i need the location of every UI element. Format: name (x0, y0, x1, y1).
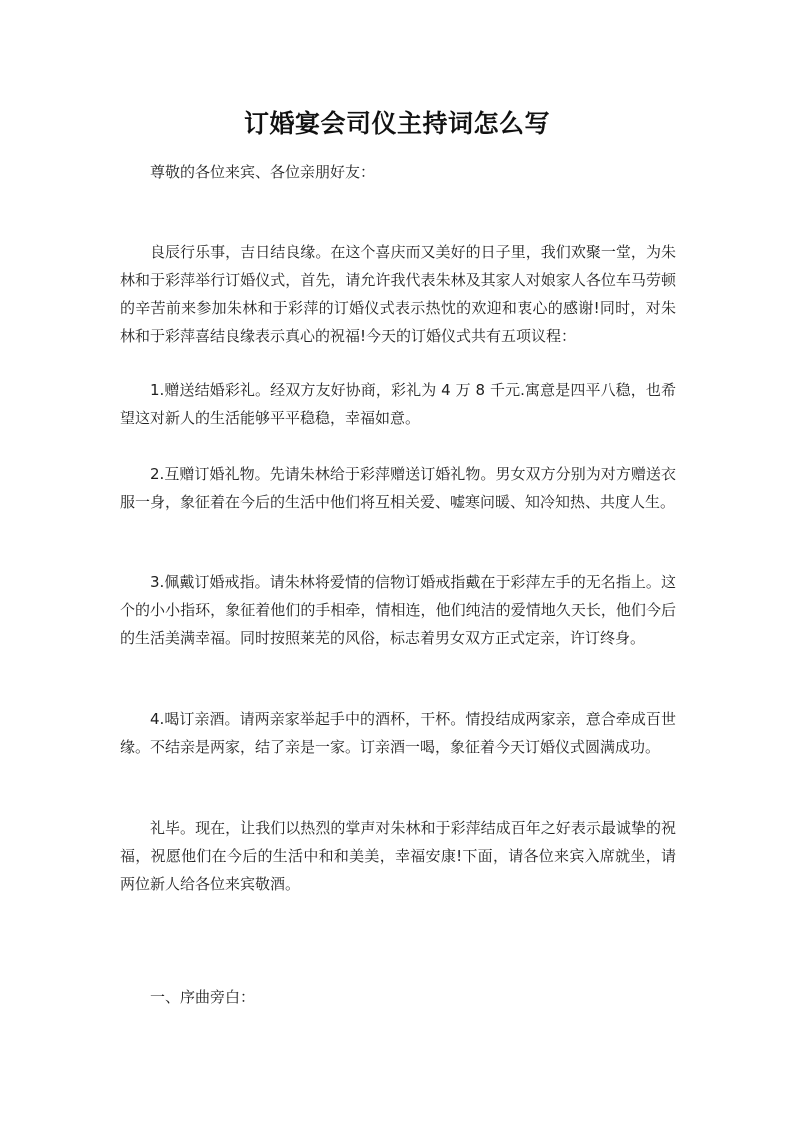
section-heading-overture: 一、序曲旁白： (150, 988, 256, 1006)
closing-paragraph: 礼毕。现在，让我们以热烈的掌声对朱林和于彩萍结成百年之好表示最诚挚的祝福，祝愿他们在今后的生活中和和美美，幸福安康!下面，请各位来宾入席就坐，请两位新人给各位来宾敬酒。 (120, 819, 676, 893)
agenda-item-1-paragraph: 1.赠送结婚彩礼。经双方友好协商，彩礼为 4 万 8 千元.寓意是四平八稳，也希望这对新人的生活能够平平稳稳，幸福如意。 (120, 381, 676, 427)
agenda-item-3-paragraph: 3.佩戴订婚戒指。请朱林将爱情的信物订婚戒指戴在于彩萍左手的无名指上。这个的小小指环，象征着他们的手相牵，情相连，他们纯洁的爱情地久天长，他们今后的生活美满幸福。同时按照莱芜的风俗，标志着男女双方正式定亲，许订终身。 (120, 573, 676, 647)
salutation-paragraph: 尊敬的各位来宾、各位亲朋好友： (150, 163, 376, 181)
agenda-item-4-paragraph: 4.喝订亲酒。请两亲家举起手中的酒杯，干杯。情投结成两家亲，意合牵成百世缘。不结亲是两家，结了亲是一家。订亲酒一喝，象征着今天订婚仪式圆满成功。 (120, 710, 676, 756)
intro-paragraph: 良辰行乐事，吉日结良缘。在这个喜庆而又美好的日子里，我们欢聚一堂，为朱林和于彩萍举行订婚仪式，首先，请允许我代表朱林及其家人对娘家人各位车马劳顿的辛苦前来参加朱林和于彩萍的订婚仪式表示热忱的欢迎和衷心的感谢!同时，对朱林和于彩萍喜结良缘表示真心的祝福!今天的订婚仪式共有五项议程： (120, 243, 676, 345)
agenda-item-2-paragraph: 2.互赠订婚礼物。先请朱林给于彩萍赠送订婚礼物。男女双方分别为对方赠送衣服一身，象征着在今后的生活中他们将互相关爱、嘘寒问暖、知冷知热、共度人生。 (120, 465, 676, 511)
document-title: 订婚宴会司仪主持词怎么写 (243, 109, 550, 138)
